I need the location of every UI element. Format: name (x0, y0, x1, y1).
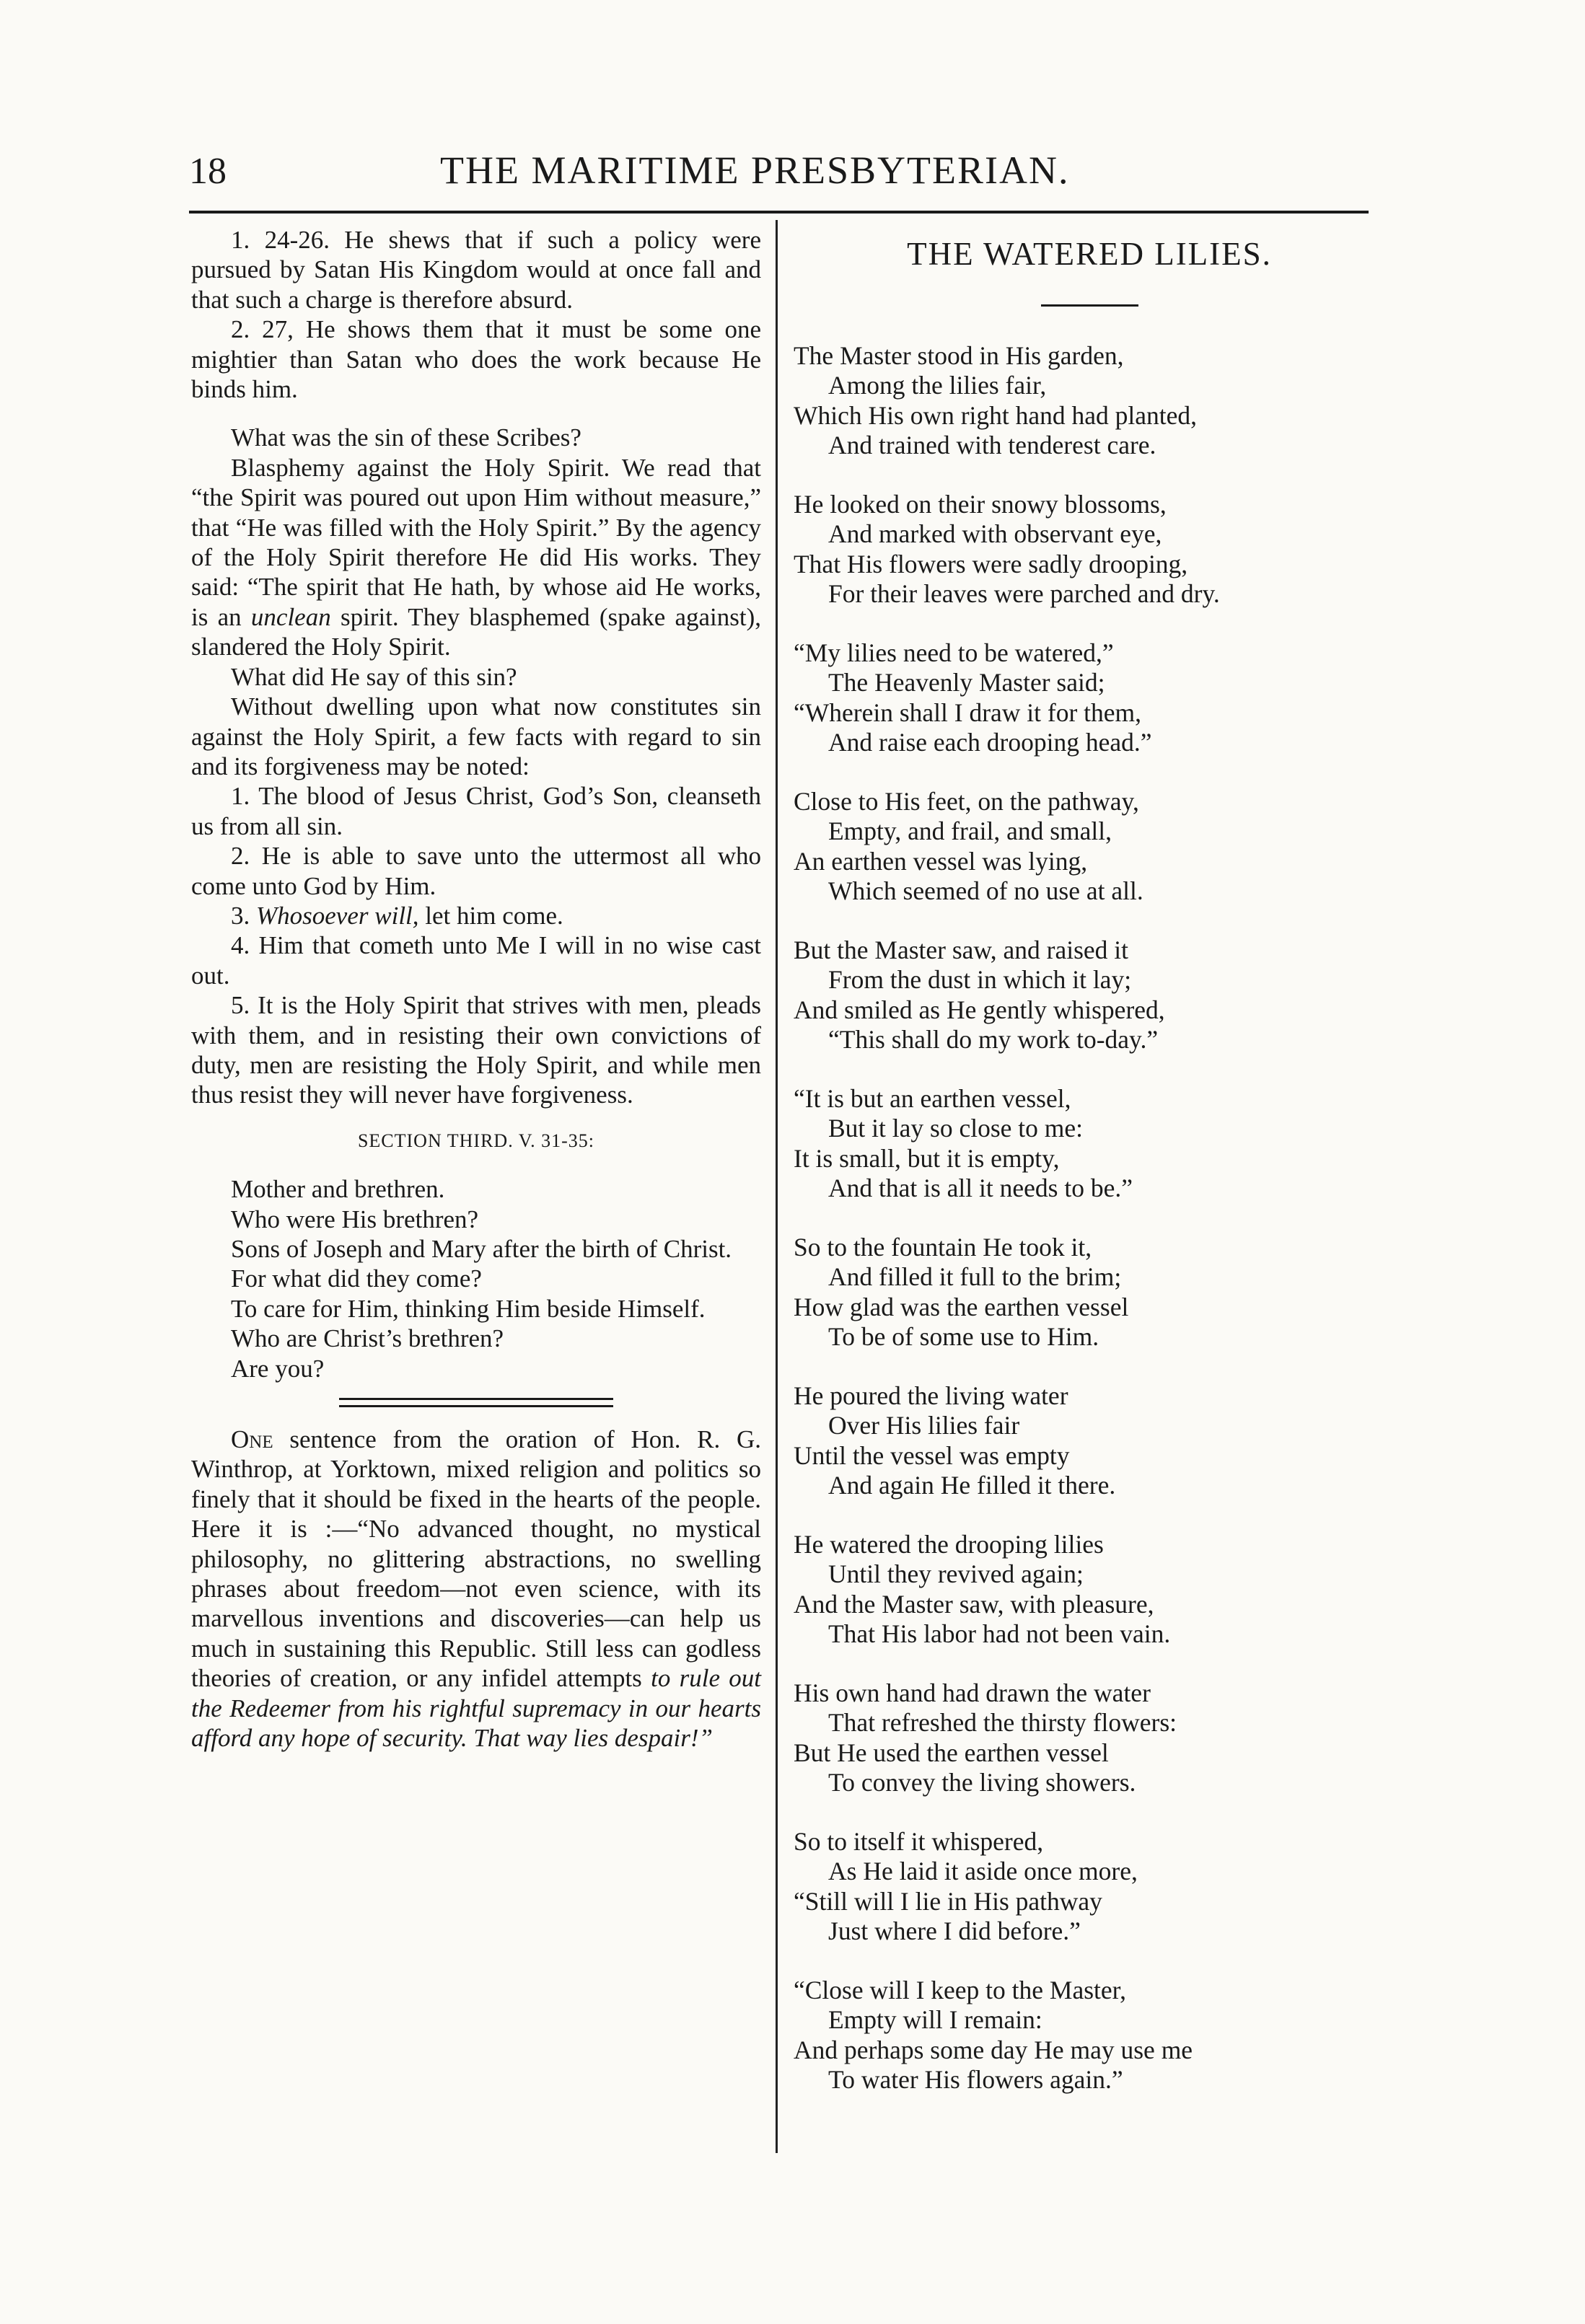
poem-line: How glad was the earthen vessel (794, 1292, 1129, 1321)
question: Who are Christ’s brethren? (231, 1324, 504, 1353)
list-item: 2. He is able to save unto the uttermost all who come unto God by Him. (191, 842, 761, 900)
italic-text: to rule out the Redeemer from his rightful supremacy in our hearts afford any hope of security. That way lies despair!” (191, 1664, 762, 1753)
text: 3. (231, 901, 250, 930)
stanza (794, 1976, 1385, 2095)
text: spirit. They blasphemed (spake against), slandered the Holy Spirit. (191, 602, 762, 661)
right-column (794, 225, 1385, 2124)
poem-line: But He used the earthen vessel (794, 1738, 1109, 1767)
poem-line: He poured the living water (794, 1381, 1068, 1410)
poem-line: Among the lilies fair, (828, 371, 1047, 400)
poem-line: That His labor had not been vain. (828, 1619, 1171, 1648)
stanza (794, 490, 1385, 609)
poem (794, 341, 1385, 2095)
paragraph: To care for Him, thinking Him beside Himself. (231, 1294, 706, 1323)
poem-line: But the Master saw, and raised it (794, 935, 1129, 964)
poem-title: THE WATERED LILIES. (907, 236, 1272, 272)
paragraph: Mother and brethren. (231, 1175, 445, 1204)
stanza (794, 638, 1385, 758)
header-rule (189, 211, 1369, 214)
stanza (794, 1084, 1385, 1204)
italic-text: Whosoever will, (256, 901, 419, 930)
poem-line: The Heavenly Master said; (828, 668, 1105, 697)
left-column (191, 225, 761, 1753)
poem-line: From the dust in which it lay; (828, 965, 1132, 994)
paragraph: Sons of Joseph and Mary after the birth of Christ. (231, 1235, 732, 1263)
stanza (794, 1381, 1385, 1501)
poem-line: An earthen vessel was lying, (794, 846, 1088, 876)
poem-line: To be of some use to Him. (828, 1322, 1099, 1351)
poem-line: Which seemed of no use at all. (828, 876, 1143, 905)
stanza (794, 787, 1385, 907)
poem-line: Just where I did before.” (828, 1916, 1081, 1945)
poem-line: He watered the drooping lilies (794, 1529, 1104, 1559)
poem-line: To convey the living showers. (828, 1768, 1136, 1797)
stanza (794, 341, 1385, 461)
poem-line: Over His lilies fair (828, 1411, 1020, 1440)
essay-note (191, 1425, 761, 1753)
poem-line: Until the vessel was empty (794, 1440, 1070, 1470)
text: let him come. (425, 901, 563, 930)
list-item (191, 901, 761, 930)
column-divider (776, 220, 778, 2153)
title-rule (1041, 304, 1138, 307)
poem-line: So to the fountain He took it, (794, 1232, 1092, 1262)
stanza (794, 936, 1385, 1055)
stanza (794, 1233, 1385, 1352)
stanza (794, 1827, 1385, 1947)
poem-line: “This shall do my work to-day.” (828, 1025, 1159, 1054)
poem-line: “My lilies need to be watered,” (794, 638, 1114, 667)
poem-line: To water His flowers again.” (828, 2065, 1123, 2094)
stanza (794, 1678, 1385, 1798)
page-number: 18 (189, 151, 227, 192)
poem-line: Close to His feet, on the pathway, (794, 786, 1139, 816)
poem-line: And marked with observant eye, (828, 519, 1162, 548)
poem-line: And smiled as He gently whispered, (794, 995, 1165, 1024)
poem-line: And perhaps some day He may use me (794, 2035, 1193, 2064)
poem-line: And trained with tenderest care. (828, 431, 1156, 459)
list-item: 1. The blood of Jesus Christ, God’s Son, cleanseth us from all sin. (191, 782, 761, 840)
poem-line: And the Master saw, with pleasure, (794, 1589, 1154, 1619)
poem-line: That His flowers were sadly drooping, (794, 549, 1188, 578)
section-heading: SECTION THIRD. V. 31-35: (357, 1130, 595, 1151)
poem-line: It is small, but it is empty, (794, 1143, 1060, 1173)
poem-line: And again He filled it there. (828, 1471, 1116, 1500)
poem-line: But it lay so close to me: (828, 1114, 1083, 1143)
poem-line: That refreshed the thirsty flowers: (828, 1708, 1177, 1737)
poem-line: Which His own right hand had planted, (794, 400, 1198, 430)
running-head: THE MARITIME PRESBYTERIAN. (440, 149, 1070, 192)
question: Are you? (231, 1354, 325, 1383)
poem-line: The Master stood in His garden, (794, 340, 1124, 370)
paragraph (191, 453, 761, 662)
lead-word: One (231, 1425, 273, 1454)
italic-text: unclean (250, 602, 331, 631)
text: sentence from the oration of Hon. R. G. Winthrop, at Yorktown, mixed religion and politics so finely that it should be fixed in the hearts of the people. Here it is :—“No advanced thought, no mystical philosophy, no glittering abstractions, no swelling phrases about freedom—not even science, with its marvellous inventions and discoveries—can help us much in sustaining this Republic. Still less can godless theories of creation, or any infidel attempts (191, 1425, 762, 1693)
poem-line: “Close will I keep to the Master, (794, 1975, 1126, 2004)
paragraph: 1. 24-26. He shews that if such a policy were pursued by Satan His Kingdom would at once fall and that such a charge is therefore absurd. (191, 226, 761, 314)
list-item: 4. Him that cometh unto Me I will in no wise cast out. (191, 931, 761, 990)
stanza (794, 1530, 1385, 1650)
paragraph: Without dwelling upon what now constitutes sin against the Holy Spirit, a few facts with regard to sin and its forgiveness may be noted: (191, 692, 761, 780)
question: Who were His brethren? (231, 1205, 479, 1233)
poem-line: And that is all it needs to be.” (828, 1174, 1133, 1202)
poem-line: Empty, and frail, and small, (828, 817, 1112, 845)
question: What was the sin of these Scribes? (231, 423, 581, 452)
poem-line: He looked on their snowy blossoms, (794, 489, 1167, 519)
question: For what did they come? (231, 1264, 482, 1293)
poem-line: “It is but an earthen vessel, (794, 1083, 1071, 1113)
poem-line: And raise each drooping head.” (828, 728, 1152, 757)
poem-line: And filled it full to the brim; (828, 1262, 1122, 1291)
text: Blasphemy against the Holy Spirit. We read that “the Spirit was poured out upon Him without measure,” that “He was filled with the Holy Spirit.” By the agency of the Holy Spirit therefore He did His works. They said: “The spirit that He hath, by whose aid He works, is an (191, 453, 761, 631)
poem-line: For their leaves were parched and dry. (828, 579, 1220, 608)
poem-line: “Wherein shall I draw it for them, (794, 697, 1142, 727)
list-item: 5. It is the Holy Spirit that strives with men, pleads with them, and in resisting their own convictions of duty, men are resisting the Holy Spirit, and while men thus resist they will never have forgiveness. (191, 991, 761, 1109)
poem-line: Until they revived again; (828, 1559, 1084, 1588)
poem-line: “Still will I lie in His pathway (794, 1886, 1102, 1916)
poem-line: Empty will I remain: (828, 2005, 1042, 2034)
paragraph: 2. 27, He shows them that it must be some one mightier than Satan who does the work because He binds him. (191, 315, 761, 404)
section-separator (339, 1398, 613, 1407)
poem-line: So to itself it whispered, (794, 1826, 1044, 1856)
poem-line: His own hand had drawn the water (794, 1678, 1151, 1707)
poem-line: As He laid it aside once more, (828, 1857, 1138, 1885)
question: What did He say of this sin? (231, 662, 517, 691)
